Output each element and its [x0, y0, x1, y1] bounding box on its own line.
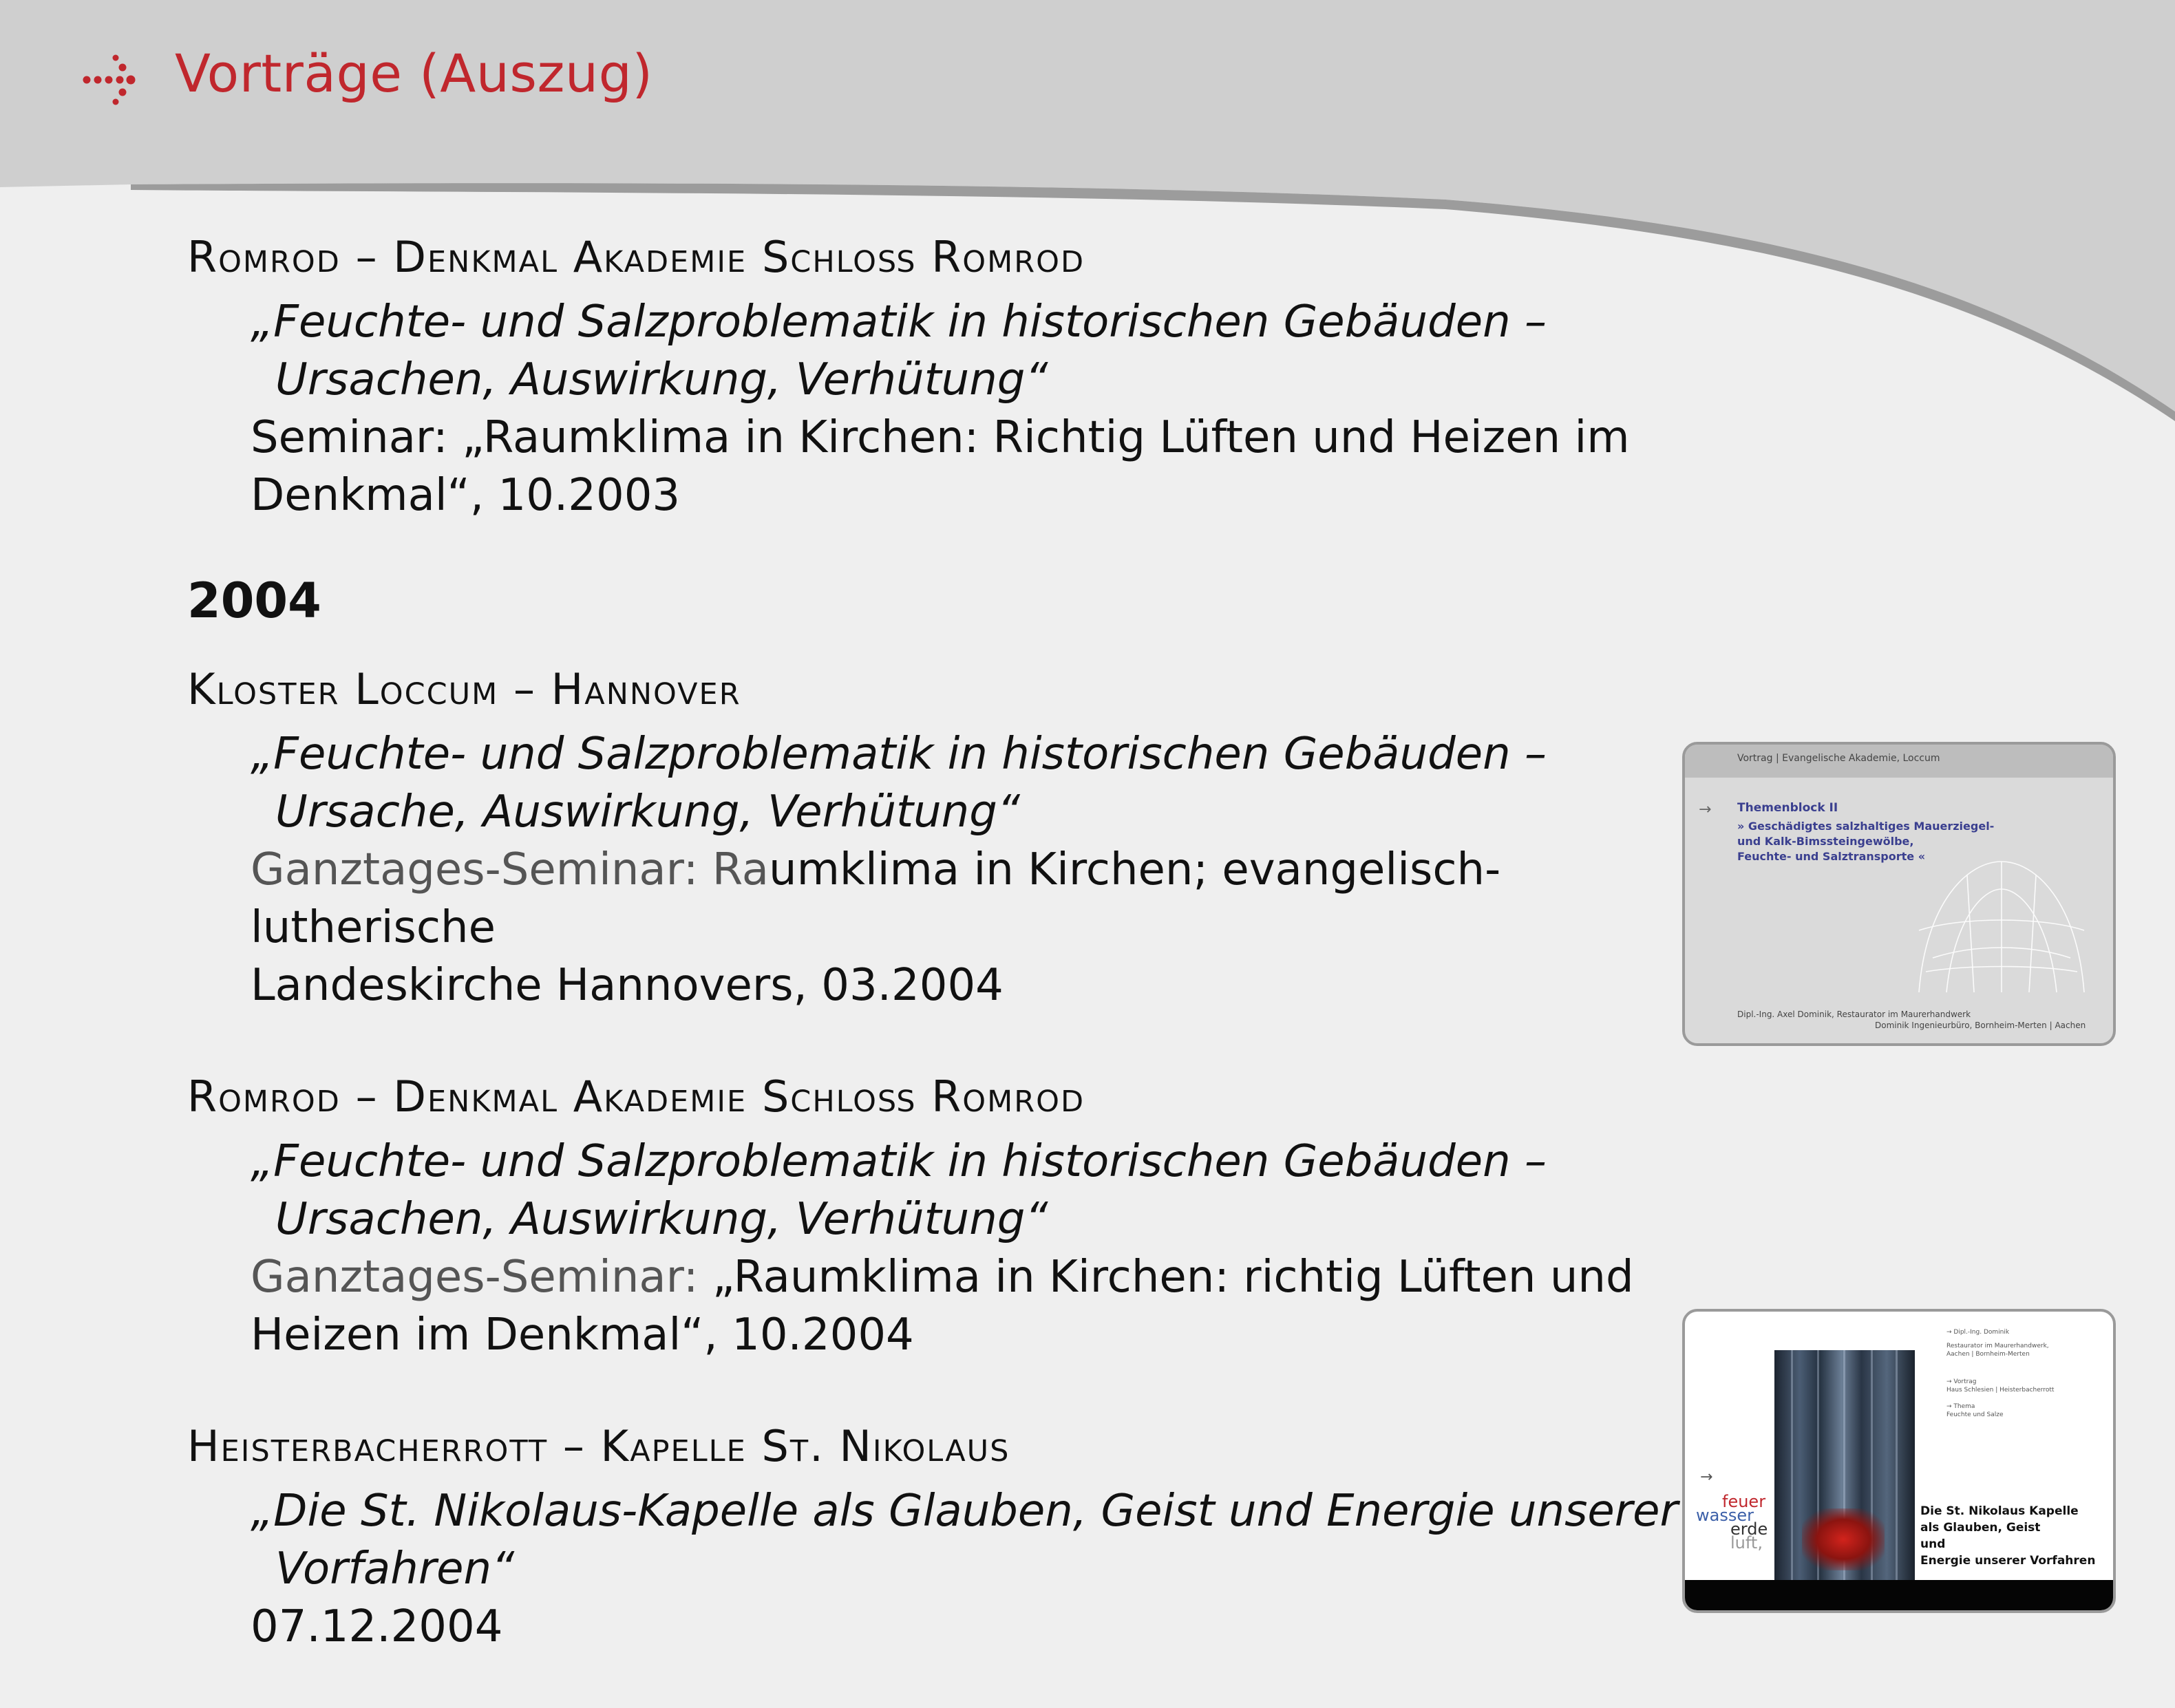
thumbnail-footer: Dipl.-Ing. Axel Dominik, Restaurator im Maurerhandwerk Dominik Ingenieurbüro, Bornheim-Merten | Aachen [1737, 1010, 2086, 1030]
year-heading: 2004 [187, 573, 321, 629]
flyer-footer-band [1685, 1580, 2113, 1610]
thumbnail-top-bar: Vortrag | Evangelische Akademie, Loccum [1685, 745, 2113, 778]
talk-title: „Die St. Nikolaus-Kapelle als Glauben, Geist und Energie unserer Vorfahren“ [251, 1486, 1678, 1594]
lecture-entry [187, 1067, 1674, 1364]
talk-title: „Feuchte- und Salzproblematik in historischen Gebäuden – Ursachen, Auswirkung, Verhütung“ [251, 1136, 1547, 1245]
talk-title: „Feuchte- und Salzproblematik in historischen Gebäuden – Ursachen, Auswirkung, Verhütung“ [251, 297, 1547, 405]
talk-detail: Ganztages-Seminar: Raumklima in Kirchen; evangelisch-lutherische Landeskirche Hannovers, 03.2004 [251, 844, 1501, 1011]
venue-heading: Kloster Loccum – Hannover [187, 664, 741, 714]
element-words: feuer wasser erde luft, [1696, 1492, 1768, 1552]
chapel-photo [1774, 1350, 1915, 1598]
venue-heading: Heisterbacherrott – Kapelle St. Nikolaus [187, 1421, 1010, 1471]
page-title: Vorträge (Auszug) [175, 43, 653, 104]
lecture-entry [187, 1416, 1678, 1656]
lecture-entry [187, 659, 1674, 1014]
talk-title: „Feuchte- und Salzproblematik in historischen Gebäuden – Ursache, Auswirkung, Verhütung“ [251, 729, 1547, 837]
slide-thumbnail-nikolaus: → Dipl.-Ing. Dominik Restaurator im Maurerhandwerk, Aachen | Bornheim-Merten → Vortrag Haus Schlesien | Heisterbacherrott → Thema Feuchte und Salze → feuer wasser erde luft, Die St. Nikolaus Kapelle als Glauben, Geist und Energie unserer Vorfahren [1682, 1309, 2116, 1613]
talk-detail: Seminar: „Raumklima in Kirchen: Richtig Lüften und Heizen im Denkmal“, 10.2003 [251, 412, 1630, 521]
arrow-icon: → [1699, 801, 1712, 818]
talk-detail: 07.12.2004 [251, 1601, 503, 1652]
lecture-entry [187, 227, 1674, 524]
lecture-list [187, 227, 1678, 1708]
dotted-arrow-icon [81, 54, 145, 106]
vault-drawing [1905, 848, 2098, 1006]
arrow-icon: → [1700, 1469, 1713, 1486]
flyer-title: Die St. Nikolaus Kapelle als Glauben, Geist und Energie unserer Vorfahren [1920, 1504, 2096, 1568]
talk-detail: Ganztages-Seminar: „Raumklima in Kirchen: richtig Lüften und Heizen im Denkmal“, 10.2004 [251, 1252, 1634, 1360]
thumbnail-text: » Geschädigtes salzhaltiges Mauerziegel- und Kalk-Bimssteingewölbe, Feuchte- und Salztransporte « [1737, 820, 1995, 863]
slide-thumbnail-loccum [1682, 742, 2116, 1046]
thumbnail-heading: Themenblock II [1737, 801, 1838, 815]
venue-heading: Romrod – Denkmal Akademie Schloß Romrod [187, 232, 1085, 282]
venue-heading: Romrod – Denkmal Akademie Schloß Romrod [187, 1071, 1085, 1122]
